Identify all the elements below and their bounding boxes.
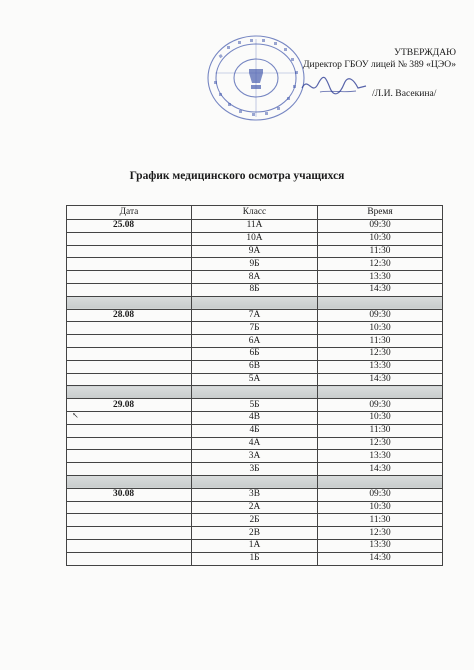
group-separator-row: [67, 296, 443, 309]
time-cell: 09:30: [318, 309, 443, 322]
approval-position: Директор ГБОУ лицей № 389 «ЦЭО»: [303, 59, 456, 70]
header-time: Время: [318, 206, 443, 220]
time-cell: 14:30: [318, 463, 443, 476]
date-cell: [67, 411, 192, 424]
time-cell: 11:30: [318, 245, 443, 258]
table-header-row: [67, 206, 443, 220]
class-cell: 4В: [192, 411, 318, 424]
date-cell: [67, 360, 192, 373]
table-row: [67, 527, 443, 540]
class-cell: 2Б: [192, 514, 318, 527]
time-cell: 12:30: [318, 258, 443, 271]
time-cell: 12:30: [318, 347, 443, 360]
time-cell: 13:30: [318, 271, 443, 284]
date-cell: [67, 258, 192, 271]
time-cell: 14:30: [318, 373, 443, 386]
time-cell: 13:30: [318, 450, 443, 463]
date-cell: [67, 271, 192, 284]
separator-cell: [67, 296, 192, 309]
document-title: График медицинского осмотра учащихся: [129, 170, 345, 182]
class-cell: 1А: [192, 539, 318, 552]
table-row: [67, 322, 443, 335]
class-cell: 6А: [192, 335, 318, 348]
table-row: [67, 335, 443, 348]
table-row: [67, 283, 443, 296]
class-cell: 2В: [192, 527, 318, 540]
separator-cell: [67, 475, 192, 488]
table-row: [67, 514, 443, 527]
table-row: [67, 373, 443, 386]
approval-block: [276, 47, 456, 100]
separator-cell: [192, 475, 318, 488]
time-cell: 14:30: [318, 552, 443, 565]
class-cell: 5Б: [192, 399, 318, 412]
table-row: [67, 411, 443, 424]
date-cell: [67, 335, 192, 348]
table-row: [67, 232, 443, 245]
class-cell: 3А: [192, 450, 318, 463]
class-cell: 4Б: [192, 424, 318, 437]
table-row: [67, 552, 443, 565]
approval-signatory: /Л.И. Васекина/: [372, 88, 437, 99]
class-cell: 6В: [192, 360, 318, 373]
separator-cell: [318, 296, 443, 309]
margin-mark: ↖: [72, 411, 79, 420]
group-separator-row: [67, 475, 443, 488]
class-cell: 2А: [192, 501, 318, 514]
time-cell: 13:30: [318, 539, 443, 552]
class-cell: 5А: [192, 373, 318, 386]
table-row: [67, 501, 443, 514]
class-cell: 3В: [192, 488, 318, 501]
class-cell: 8Б: [192, 283, 318, 296]
separator-cell: [67, 386, 192, 399]
table-row: [67, 271, 443, 284]
time-cell: 12:30: [318, 437, 443, 450]
table-row: [67, 437, 443, 450]
table-row: [67, 424, 443, 437]
date-cell: [67, 424, 192, 437]
time-cell: 14:30: [318, 283, 443, 296]
table-row: [67, 258, 443, 271]
class-cell: 9А: [192, 245, 318, 258]
table-row: [67, 245, 443, 258]
date-cell: [67, 373, 192, 386]
class-cell: 10А: [192, 232, 318, 245]
separator-cell: [318, 475, 443, 488]
time-cell: 09:30: [318, 488, 443, 501]
time-cell: 12:30: [318, 527, 443, 540]
schedule-table: [66, 205, 443, 566]
time-cell: 09:30: [318, 399, 443, 412]
date-cell: [67, 539, 192, 552]
class-cell: 11А: [192, 220, 318, 233]
date-cell: [67, 322, 192, 335]
date-cell: [67, 463, 192, 476]
separator-cell: [318, 386, 443, 399]
date-cell: [67, 347, 192, 360]
separator-cell: [192, 386, 318, 399]
approval-word: УТВЕРЖДАЮ: [394, 47, 456, 58]
date-cell: [67, 283, 192, 296]
time-cell: 10:30: [318, 411, 443, 424]
group-separator-row: [67, 386, 443, 399]
table-row: [67, 347, 443, 360]
class-cell: 9Б: [192, 258, 318, 271]
class-cell: 6Б: [192, 347, 318, 360]
class-cell: 7Б: [192, 322, 318, 335]
date-cell: [67, 437, 192, 450]
time-cell: 10:30: [318, 232, 443, 245]
date-cell: [67, 552, 192, 565]
date-cell: 29.08: [67, 399, 192, 412]
date-cell: 25.08: [67, 220, 192, 233]
class-cell: 7А: [192, 309, 318, 322]
table-row: [67, 463, 443, 476]
table-row: [67, 539, 443, 552]
time-cell: 11:30: [318, 424, 443, 437]
schedule-body: [67, 220, 443, 566]
table-row: [67, 488, 443, 501]
separator-cell: [192, 296, 318, 309]
table-row: [67, 450, 443, 463]
table-row: [67, 360, 443, 373]
class-cell: 8А: [192, 271, 318, 284]
time-cell: 10:30: [318, 322, 443, 335]
class-cell: 1Б: [192, 552, 318, 565]
time-cell: 09:30: [318, 220, 443, 233]
table-row: [67, 399, 443, 412]
table-row: [67, 309, 443, 322]
class-cell: 4А: [192, 437, 318, 450]
class-cell: 3Б: [192, 463, 318, 476]
date-cell: [67, 450, 192, 463]
date-cell: 30.08: [67, 488, 192, 501]
date-cell: [67, 245, 192, 258]
table-row: [67, 220, 443, 233]
time-cell: 11:30: [318, 335, 443, 348]
date-cell: 28.08: [67, 309, 192, 322]
date-cell: [67, 527, 192, 540]
time-cell: 10:30: [318, 501, 443, 514]
date-cell: [67, 514, 192, 527]
header-date: Дата: [67, 206, 192, 220]
time-cell: 13:30: [318, 360, 443, 373]
date-cell: [67, 232, 192, 245]
date-cell: [67, 501, 192, 514]
time-cell: 11:30: [318, 514, 443, 527]
header-class: Класс: [192, 206, 318, 220]
